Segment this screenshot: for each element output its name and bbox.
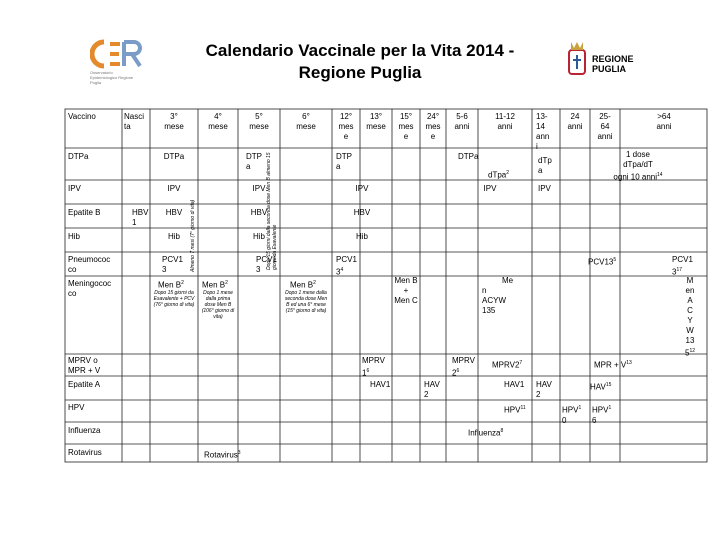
cell-hav-11-12-anni: HAV1 (504, 380, 525, 389)
row-label-ipv: IPV (68, 184, 81, 193)
header-24-anni: 24 anni (567, 112, 583, 131)
cell-hpv-24-anni: HPV$^1$ 0 (562, 405, 582, 425)
header-6-mese: 6° mese (296, 112, 316, 131)
cell-dtpa-5-mese: DTP a (246, 152, 262, 171)
header-11-12-anni: 11-12 anni (495, 112, 515, 131)
row-label-influenza: Influenza (68, 426, 101, 435)
header-15-mese: 15° mes e (398, 112, 414, 141)
cell-ipv-3-mese: IPV (167, 184, 181, 193)
cell-mprv-13-mese: MPRV $1^6$ (362, 356, 385, 378)
header-5-6-anni: 5-6 anni (454, 112, 470, 131)
cell-dtpa-5-6-anni: DTPa (458, 152, 479, 161)
logo-caption: Osservatorio Epidemiologico Regione Puglia (90, 70, 134, 85)
cell-dtpa-adult: 1 dose dTpa/dT ogni 10 anni$^{14}$ (613, 150, 663, 182)
cell-hbv-5-mese: HBV (250, 208, 268, 217)
cell-menb-menc-15-mese: Men B + Men C (394, 276, 418, 305)
cell-hav-24-mese: HAV 2 (424, 380, 440, 399)
cell-hib-12-mese: Hib (355, 232, 368, 241)
cell-menb-4-mese: Men $B^2$ (202, 280, 228, 290)
header-over-64-anni: >64 anni (656, 112, 672, 131)
header-vaccino: Vaccino (68, 112, 96, 121)
row-label-hib: Hib (68, 232, 81, 241)
header-13-14-anni: 13- 14 ann i (536, 112, 550, 151)
row-label-rotavirus: Rotavirus (68, 448, 102, 457)
cell-pcv-5-mese: PCV1 3 (256, 255, 277, 274)
header-25-64-anni: 25- 64 anni (597, 112, 613, 141)
header-24-mese: 24° mes e (425, 112, 441, 141)
cell-menb-6-mese: Men $B^2$ (290, 280, 316, 290)
note-menb-3-mese: Dopo 15 giorni da Esavalente + PCV (76° giorno di vita) (153, 290, 195, 308)
row-label-epatite-b: Epatite B (68, 208, 101, 217)
row-label-meningococco: Meningococ co (68, 279, 112, 298)
cell-hib-5-mese: Hib (252, 232, 265, 241)
vertical-note-3-mese: Almeno 7 mesi (7° giorno di vita) (190, 199, 196, 272)
header-13-mese: 13° mese (366, 112, 386, 131)
vertical-note-5-mese: Dopo 15 giorni dalla seconda dose Men B almeno 15 giorni da Esavalente (266, 152, 278, 270)
cell-rotavirus: Rotavirus$^3$ (204, 450, 241, 460)
cell-ipv-13-14-anni: IPV (538, 184, 551, 193)
cell-pcv-25-64-anni: $PCV13^5$ (588, 257, 617, 267)
cell-hib-3-mese: Hib (167, 232, 180, 241)
cell-dtpa-11-12-anni: dTpa$^2$ (488, 170, 510, 180)
cell-mprv-adult: MPR + $V^{13}$ (594, 360, 632, 370)
cell-hav-adult: HAV$^{15}$ (590, 382, 612, 392)
cell-hav-13-mese: HAV1 (370, 380, 391, 389)
cell-dtpa-3-mese: DTPa (163, 152, 185, 161)
cell-influenza: Influenza$^8$ (468, 428, 504, 438)
cell-menb-3-mese: Men $B^2$ (158, 280, 184, 290)
cell-hbv-3-mese: HBV (165, 208, 183, 217)
row-label-hpv: HPV (68, 403, 85, 412)
page-title: Calendario Vaccinale per la Vita 2014 - Regione Puglia (205, 41, 515, 82)
note-menb-6-mese: Dopo 1 mese dalla seconda dose Men B ed una 6° mese (15° giorno di vita) (284, 290, 328, 314)
cell-hav-13-14-anni: HAV 2 (536, 380, 552, 399)
cell-hpv-11-12-anni: HPV$^{11}$ (504, 405, 526, 415)
note-menb-4-mese: Dopo 1 mese dalla prima dose Men B (106° giorno di vita) (201, 290, 235, 320)
cell-hpv-25-64-anni: HPV$^1$ 6 (592, 405, 612, 425)
cell-pcv-12-mese: PCV1 $3^4$ (336, 255, 357, 277)
header-nascita: Nasci ta (124, 112, 145, 131)
row-label-pneumococco: Pneumococ co (68, 255, 111, 274)
cell-dtpa-12-mese: DTP a (336, 152, 352, 171)
cell-dtpa-13-14-anni: dTp a (538, 156, 552, 175)
row-label-dtpa: DTPa (68, 152, 89, 161)
header-12-mese: 12° mes e (338, 112, 354, 141)
row-label-mprv: MPRV o MPR + V (68, 356, 101, 375)
header-5-mese: 5° mese (249, 112, 269, 131)
cell-mprv-11-12-anni: $MPRV2^7$ (492, 360, 523, 370)
cell-acyw-over-64: M en A C Y W 13 $5^{12}$ (684, 276, 695, 358)
cell-pcv-3-mese: PCV1 3 (162, 255, 183, 274)
cell-ipv-5-mese: IPV (252, 184, 266, 193)
cell-hbv-nascita: HBV 1 (132, 208, 149, 227)
cell-acyw-11-12-anni: Me n ACYW 135 (482, 276, 514, 315)
cell-ipv-12-mese: IPV (355, 184, 369, 193)
row-label-epatite-a: Epatite A (68, 380, 101, 389)
cell-ipv-5-6-anni: IPV (483, 184, 497, 193)
header-4-mese: 4° mese (208, 112, 228, 131)
cell-mprv-5-6-anni: MPRV $2^6$ (452, 356, 475, 378)
regione-puglia-logo: REGIONE PUGLIA (566, 40, 638, 84)
cell-hbv-12-mese: HBV (353, 208, 371, 217)
cell-pcv-over-64: PCV1 $3^{17}$ (672, 255, 693, 277)
header-3-mese: 3° mese (164, 112, 184, 131)
